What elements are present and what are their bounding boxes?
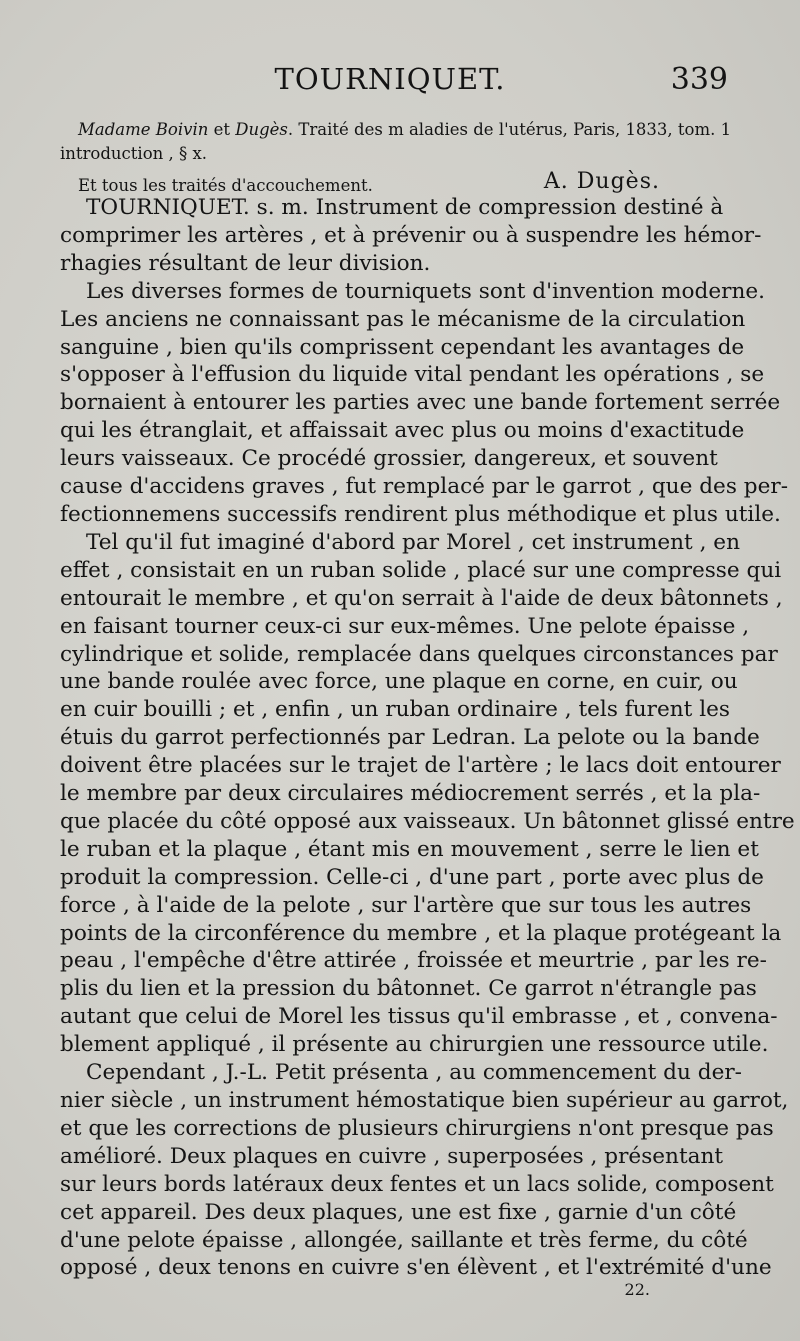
text-line: étuis du garrot perfectionnés par Ledran. La pelote ou la bande bbox=[60, 725, 760, 751]
text-line: plis du lien et la pression du bâtonnet. Ce garrot n'étrangle pas bbox=[60, 976, 757, 1002]
bibliography-line-2: introduction , § x. bbox=[60, 144, 208, 163]
text-line: rhagies résultant de leur division. bbox=[60, 250, 431, 276]
paragraph bbox=[60, 194, 762, 278]
text-line: entourait le membre , et qu'on serrait à l'aide de deux bâtonnets , bbox=[60, 585, 783, 611]
text-line: en cuir bouilli ; et , enfin , un ruban ordinaire , tels furent les bbox=[60, 697, 730, 723]
article-author: A. Dugès. bbox=[543, 169, 660, 194]
bibliography-block bbox=[60, 118, 732, 200]
text-line: fectionnemens successifs rendirent plus méthodique et plus utile. bbox=[60, 501, 781, 527]
bibliography-line-3: Et tous les traités d'accouchement. bbox=[78, 176, 373, 195]
bibliography-author-2: Dugès bbox=[235, 120, 288, 139]
text-line: amélioré. Deux plaques en cuivre , superposées , présentant bbox=[60, 1143, 724, 1169]
paragraph bbox=[60, 1059, 789, 1282]
text-line: Les anciens ne connaissant pas le mécanisme de la circulation bbox=[60, 306, 746, 332]
text-line: effet , consistait en un ruban solide , placé sur une compresse qui bbox=[60, 557, 782, 583]
text-line: que placée du côté opposé aux vaisseaux. Un bâtonnet glissé entre bbox=[60, 808, 795, 834]
running-head bbox=[60, 62, 728, 102]
bibliography-title: . Traité des m aladies de l'utérus, Paris, 1833, tom. 1 bbox=[287, 120, 732, 139]
bibliography-conjunction: et bbox=[208, 120, 236, 139]
text-line: Les diverses formes de tourniquets sont d'invention moderne. bbox=[86, 278, 766, 304]
article-body bbox=[60, 194, 795, 1282]
running-title: TOURNIQUET. bbox=[274, 62, 506, 96]
text-line: nier siècle , un instrument hémostatique bien supérieur au garrot, bbox=[60, 1088, 789, 1113]
text-line: le membre par deux circulaires médiocrement serrés , et la pla- bbox=[60, 781, 761, 807]
text-line: points de la circonférence du membre , et la plaque protégeant la bbox=[60, 920, 782, 946]
text-line: sur leurs bords latéraux deux fentes et un lacs solide, composent bbox=[60, 1171, 774, 1197]
signature-mark: 22. bbox=[624, 1280, 650, 1299]
text-line: force , à l'aide de la pelote , sur l'artère que sur tous les autres bbox=[60, 892, 752, 918]
bibliography-line-1 bbox=[60, 118, 732, 142]
text-line: Tel qu'il fut imaginé d'abord par Morel , cet instrument , en bbox=[86, 529, 740, 555]
text-line: peau , l'empêche d'être attirée , froissée et meurtrie , par les re- bbox=[60, 948, 767, 974]
paragraph bbox=[60, 529, 795, 1059]
text-line: doivent être placées sur le trajet de l'artère ; le lacs doit entourer bbox=[60, 753, 781, 779]
text-line: autant que celui de Morel les tissus qu'il embrasse , et , convena- bbox=[60, 1004, 778, 1030]
text-line: Cependant , J.-L. Petit présenta , au commencement du der- bbox=[86, 1060, 742, 1086]
text-line: et que les corrections de plusieurs chirurgiens n'ont presque pas bbox=[60, 1115, 774, 1141]
text-line: cylindrique et solide, remplacée dans quelques circonstances par bbox=[60, 641, 778, 667]
text-line: leurs vaisseaux. Ce procédé grossier, dangereux, et souvent bbox=[60, 446, 718, 472]
paragraph bbox=[60, 278, 788, 529]
text-line: d'une pelote épaisse , allongée, saillante et très ferme, du côté bbox=[60, 1227, 748, 1253]
text-line: produit la compression. Celle-ci , d'une part , porte avec plus de bbox=[60, 864, 764, 890]
text-line: cause d'accidens graves , fut remplacé par le garrot , que des per- bbox=[60, 474, 788, 500]
text-line: comprimer les artères , et à prévenir ou à suspendre les hémor- bbox=[60, 222, 762, 248]
page-number: 339 bbox=[670, 62, 728, 97]
text-line: opposé , deux tenons en cuivre s'en élèvent , et l'extrémité d'une bbox=[60, 1255, 772, 1281]
text-line: une bande roulée avec force, une plaque en corne, en cuir, ou bbox=[60, 669, 738, 695]
text-line: qui les étranglait, et affaissait avec plus ou moins d'exactitude bbox=[60, 418, 745, 444]
text-line: TOURNIQUET. s. m. Instrument de compression destiné à bbox=[86, 195, 724, 220]
text-line: sanguine , bien qu'ils comprissent cependant les avantages de bbox=[60, 334, 745, 360]
text-line: le ruban et la plaque , étant mis en mouvement , serre le lien et bbox=[60, 836, 759, 862]
text-line: en faisant tourner ceux-ci sur eux-mêmes. Une pelote épaisse , bbox=[60, 613, 750, 639]
text-line: bornaient à entourer les parties avec une bande fortement serrée bbox=[60, 390, 781, 416]
text-line: cet appareil. Des deux plaques, une est fixe , garnie d'un côté bbox=[60, 1199, 737, 1225]
bibliography-author-1: Madame Boivin bbox=[78, 120, 209, 139]
text-line: blement appliqué , il présente au chirurgien une ressource utile. bbox=[60, 1032, 769, 1058]
text-line: s'opposer à l'effusion du liquide vital pendant les opérations , se bbox=[60, 362, 765, 388]
